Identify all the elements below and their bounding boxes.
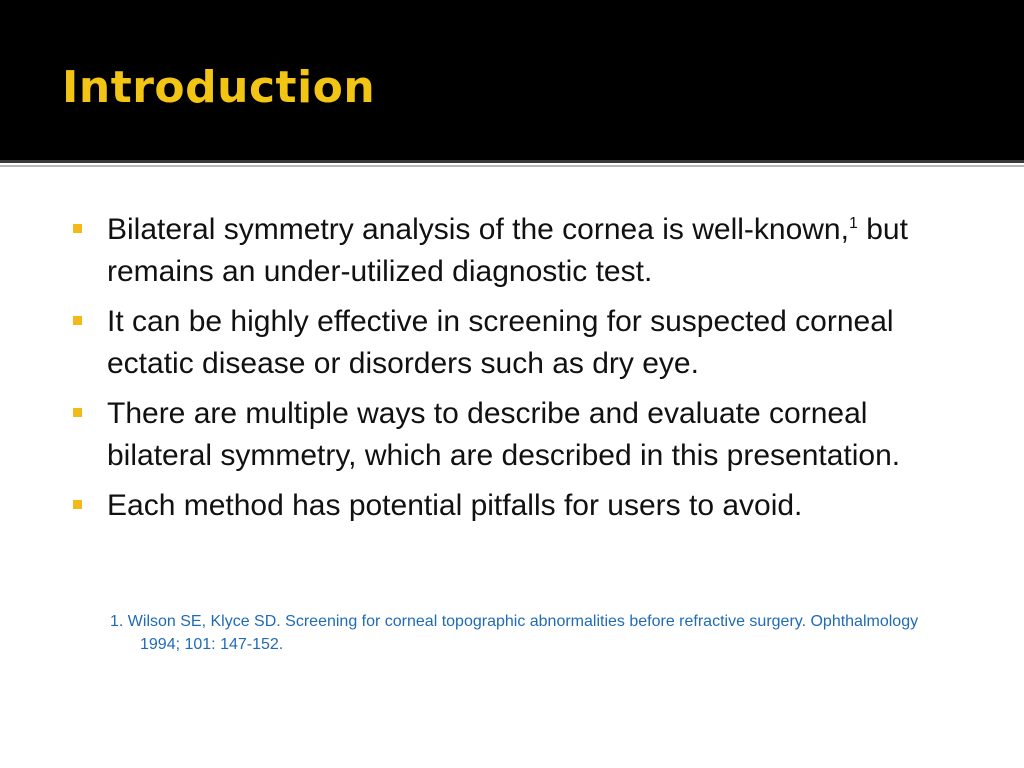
bullet-list: [70, 209, 970, 535]
bullet-text: There are multiple ways to describe and evaluate corneal bilateral symmetry, which are described in this presentation.: [107, 397, 901, 472]
bullet-item: [70, 209, 970, 293]
square-bullet-icon: [73, 500, 82, 509]
title-bar: [0, 0, 1024, 160]
reference-superscript: 1: [848, 215, 858, 232]
bullet-text: It can be highly effective in screening for suspected corneal ectatic disease or disorders such as dry eye.: [107, 305, 894, 380]
square-bullet-icon: [73, 224, 82, 233]
bullet-text: Each method has potential pitfalls for users to avoid.: [107, 489, 803, 522]
reference-footnote: 1. Wilson SE, Klyce SD. Screening for corneal topographic abnormalities before refractive surgery. Ophthalmology 1994; 101: 147-152.: [110, 613, 919, 653]
bullet-text-part: Bilateral symmetry analysis of the cornea is well-known,: [107, 213, 849, 246]
bullet-item: [70, 485, 970, 527]
bullet-item: [70, 301, 970, 385]
bullet-item: [70, 393, 970, 477]
title-divider-light: [0, 165, 1024, 167]
slide-title: Introduction: [62, 62, 376, 113]
title-divider-dark: [0, 160, 1024, 163]
square-bullet-icon: [73, 316, 82, 325]
square-bullet-icon: [73, 408, 82, 417]
bullet-text: [107, 209, 970, 293]
bullet-text-part: but remains an under-utilized diagnostic test.: [107, 213, 908, 288]
